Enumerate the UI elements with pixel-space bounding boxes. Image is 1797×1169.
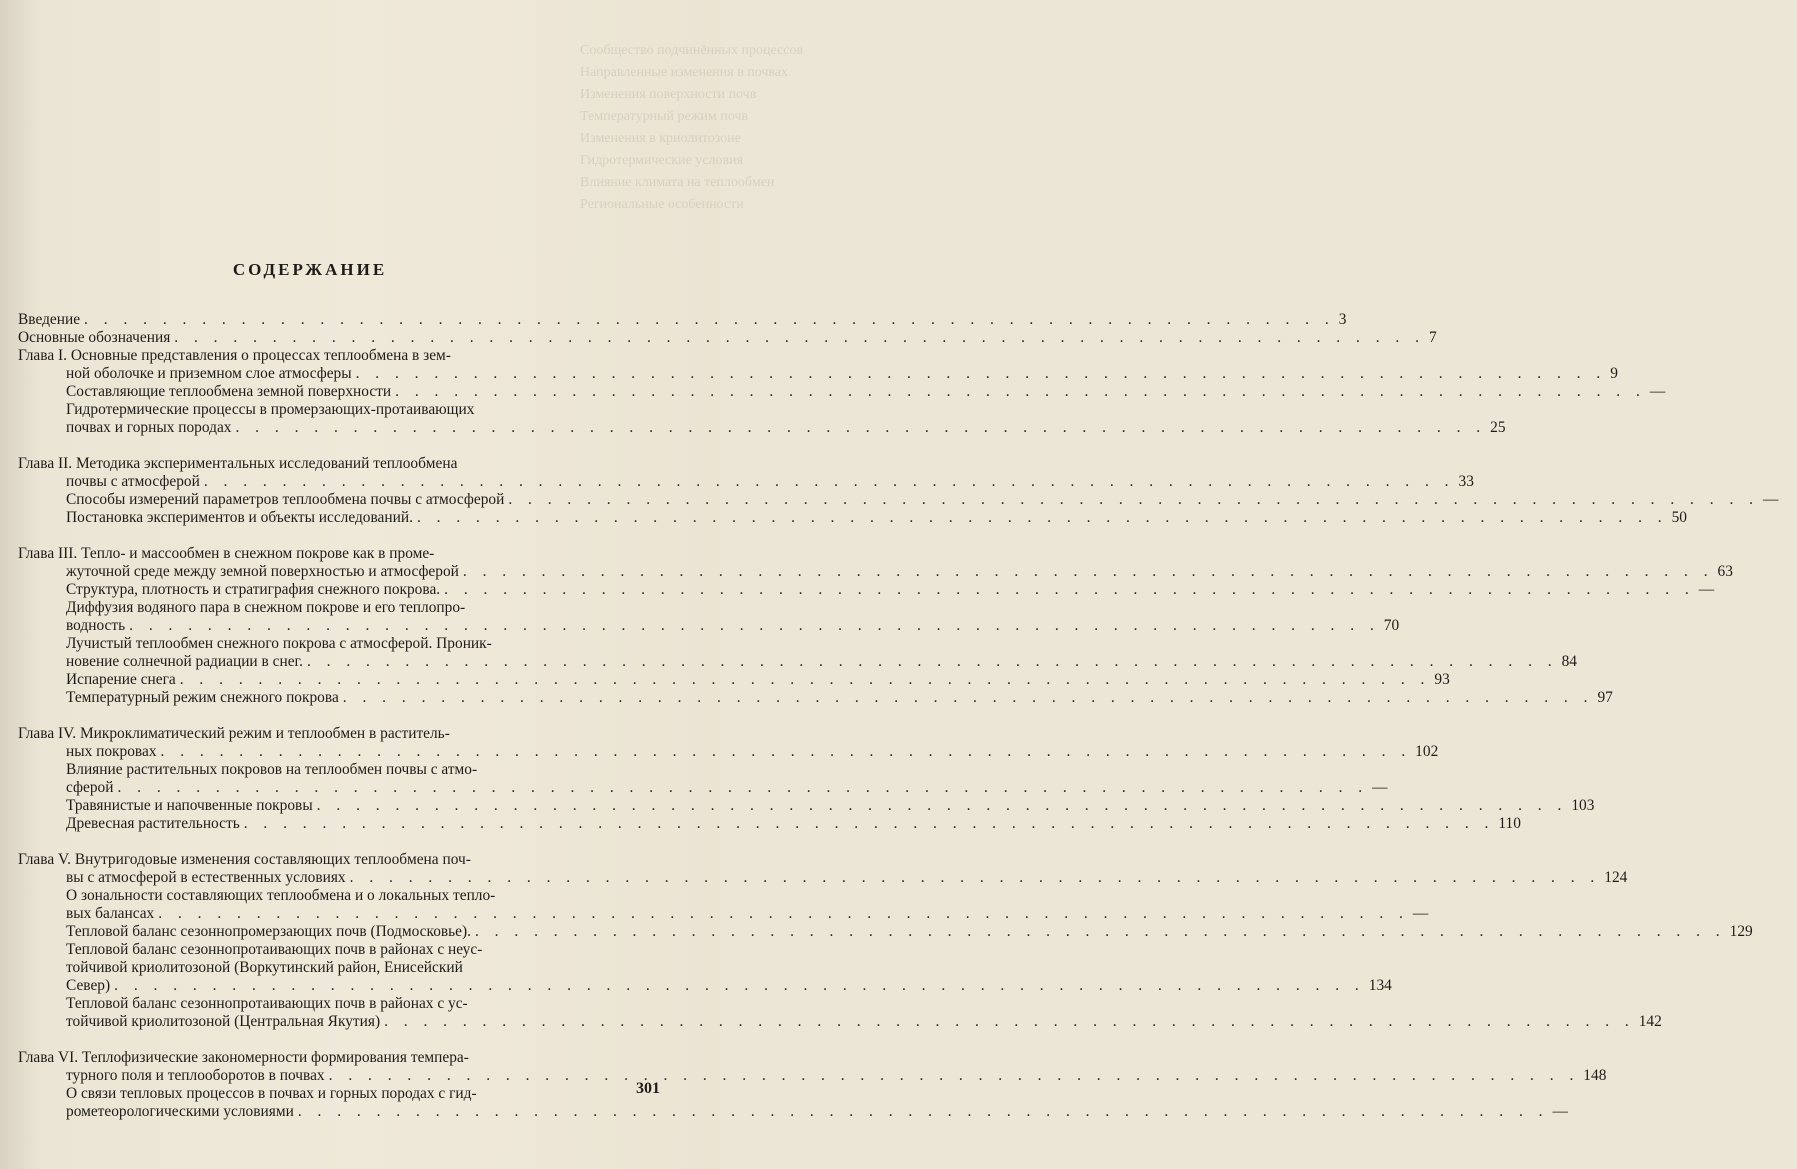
toc-line (66, 617, 1400, 635)
toc-line-text: Север) (66, 977, 111, 994)
toc-line-text: Глава VI. Теплофизические закономерности формирования темпера- (18, 1049, 469, 1066)
toc-line (66, 383, 1666, 401)
toc-subsection-entry[interactable] (18, 671, 1450, 689)
leader-dots (356, 365, 1607, 383)
toc-subsection-entry[interactable] (18, 581, 1715, 599)
toc-page-number: — (1412, 905, 1429, 922)
leader-dots (129, 617, 1380, 635)
leader-dots (343, 689, 1594, 707)
leader-dots (417, 509, 1668, 527)
toc-line (18, 1049, 640, 1067)
toc-line (66, 1103, 1568, 1121)
toc-line (66, 635, 640, 653)
toc-subsection-entry[interactable] (18, 941, 1392, 995)
bleed-through-text (580, 40, 804, 260)
toc-line-text: почвах и горных породах (66, 419, 232, 436)
leader-dots (317, 797, 1568, 815)
toc-page-number: 25 (1490, 419, 1506, 436)
toc-page-number: — (1762, 491, 1779, 508)
toc-line-text: Глава III. Тепло- и массообмен в снежном покрове как в проме- (18, 545, 435, 562)
section-gap (18, 1031, 640, 1049)
toc-line-text: Основные обозначения (18, 329, 171, 346)
bleed-line: Направленные изменения в почвах (580, 65, 789, 80)
toc-line-text: Гидротермические процессы в промерзающих-протаивающих (66, 401, 475, 418)
toc-line-text: тойчивой криолитозоной (Воркутинский район, Енисейский (66, 959, 463, 976)
toc-subsection-entry[interactable] (18, 923, 1753, 941)
toc-line-text: Температурный режим снежного покрова (66, 689, 339, 706)
toc-chapter-entry[interactable] (18, 347, 1618, 383)
toc-subsection-entry[interactable] (18, 815, 1521, 833)
toc-line (18, 311, 1347, 329)
section-gap (18, 527, 640, 545)
toc-line (66, 365, 1618, 383)
toc-subsection-entry[interactable] (18, 797, 1595, 815)
bleed-line: Температурный режим почв (580, 109, 748, 124)
toc-page-number: 124 (1604, 869, 1628, 886)
toc-line (66, 869, 1628, 887)
toc-page-number: 142 (1638, 1013, 1662, 1030)
toc-line (18, 851, 640, 869)
toc-line (66, 887, 640, 905)
toc-line (18, 347, 640, 365)
toc-line-text: почвы с атмосферой (66, 473, 200, 490)
leader-dots (384, 1013, 1635, 1031)
leader-dots (508, 491, 1759, 509)
toc-page-number: 9 (1610, 365, 1618, 382)
toc-chapter-entry[interactable] (18, 1049, 1607, 1085)
toc-subsection-entry[interactable] (18, 689, 1613, 707)
leader-dots (298, 1103, 1549, 1121)
leader-dots (350, 869, 1601, 887)
toc-page-number: 70 (1383, 617, 1400, 634)
leader-dots (117, 779, 1368, 797)
toc-line-text: ных покровах (66, 743, 157, 760)
toc-page-number: 84 (1561, 653, 1577, 670)
toc-line (66, 419, 1506, 437)
toc-page-number: 148 (1583, 1067, 1607, 1084)
toc-subsection-entry[interactable] (18, 635, 1577, 671)
toc-line-text: Постановка экспериментов и объекты исследований. (66, 509, 413, 526)
toc-line (66, 923, 1753, 941)
toc-line (18, 329, 1437, 347)
toc-line-text: ной оболочке и приземном слое атмосферы (66, 365, 352, 382)
leader-dots (329, 1067, 1580, 1085)
toc-line-text: жуточной среде между земной поверхностью и атмосферой (66, 563, 459, 580)
section-gap (18, 707, 640, 725)
leader-dots (463, 563, 1714, 581)
page-number: 301 (636, 1080, 660, 1097)
toc-chapter-entry[interactable] (18, 455, 1474, 491)
toc-subsection-entry[interactable] (18, 509, 1687, 527)
toc-page-number: 102 (1415, 743, 1439, 760)
toc-line-text: Глава V. Внутригодовые изменения составляющих теплообмена поч- (18, 851, 471, 868)
leader-dots (180, 671, 1431, 689)
toc-line (66, 743, 1439, 761)
toc-line (66, 671, 1450, 689)
toc-line-text: рометеорологическими условиями (66, 1103, 294, 1120)
toc-page-number: — (1372, 779, 1388, 796)
toc-line-text: Древесная растительность (66, 815, 240, 832)
toc-subsection-entry[interactable] (18, 761, 1388, 797)
leader-dots (235, 419, 1486, 437)
leader-dots (395, 383, 1646, 401)
toc-line-text: Глава I. Основные представления о процессах теплообмена в зем- (18, 347, 451, 364)
toc-subsection-entry[interactable] (18, 887, 1429, 923)
leader-dots (161, 743, 1412, 761)
toc-line (66, 653, 1577, 671)
toc-page-number: — (1552, 1103, 1568, 1120)
toc-line-text: вы с атмосферой в естественных условиях (66, 869, 346, 886)
toc-line (66, 959, 640, 977)
toc-line (18, 455, 640, 473)
toc-page-number: 93 (1434, 671, 1450, 688)
toc-subsection-entry[interactable] (18, 599, 1400, 635)
toc-chapter-entry[interactable] (18, 545, 1733, 581)
toc-line (66, 599, 640, 617)
toc-line-text: Составляющие теплообмена земной поверхности (66, 383, 392, 400)
toc-line (66, 581, 1715, 599)
toc-line (66, 401, 640, 419)
toc-subsection-entry[interactable] (18, 995, 1662, 1031)
toc-line-text: Введение (18, 311, 81, 328)
toc-line-text: Способы измерений параметров теплообмена почвы с атмосферой (66, 491, 505, 508)
toc-line-text: Глава IV. Микроклиматический режим и теплообмен в раститель- (18, 725, 450, 742)
toc-subsection-entry[interactable] (18, 491, 1779, 509)
leader-dots (444, 581, 1695, 599)
leader-dots (244, 815, 1495, 833)
toc-page-number: 129 (1729, 923, 1753, 940)
toc-line (66, 761, 640, 779)
toc-line-text: сферой (66, 779, 114, 796)
toc-subsection-entry[interactable] (18, 401, 1506, 437)
toc-line (18, 725, 640, 743)
toc-line (66, 815, 1521, 833)
toc-line-text: водность (66, 617, 126, 634)
leader-dots (174, 329, 1425, 347)
toc-line-text: Тепловой баланс сезоннопромерзающих почв (Подмосковье). (66, 923, 471, 940)
toc-line (66, 995, 640, 1013)
toc-line-text: турного поля и теплооборотов в почвах (66, 1067, 325, 1084)
toc-line (66, 1013, 1662, 1031)
leader-dots (84, 311, 1335, 329)
toc-page-number: 33 (1458, 473, 1474, 490)
toc-subsection-entry[interactable] (18, 383, 1666, 401)
toc-page-number: — (1698, 581, 1715, 598)
toc-line-text: Структура, плотность и стратиграфия снежного покрова. (66, 581, 441, 598)
toc-line-text: О зональности составляющих теплообмена и о локальных тепло- (66, 887, 496, 904)
toc-page-number: 97 (1597, 689, 1613, 706)
toc-line (66, 797, 1595, 815)
leader-dots (307, 653, 1558, 671)
toc-line (66, 1085, 640, 1103)
toc-line-text: Лучистый теплообмен снежного покрова с атмосферой. Проник- (66, 635, 492, 652)
bleed-line: Влияние климата на теплообмен (580, 175, 775, 190)
toc-line-text: тойчивой криолитозоной (Центральная Якутия) (66, 1013, 381, 1030)
bleed-line: Изменения поверхности почв (580, 87, 757, 102)
section-gap (18, 833, 640, 851)
toc-line-text: Испарение снега (66, 671, 176, 688)
toc-chapter-entry[interactable] (18, 725, 1439, 761)
bleed-line: Гидротермические условия (580, 153, 744, 168)
leader-dots (475, 923, 1726, 941)
toc-line (66, 509, 1687, 527)
toc-line-text: вых балансах (66, 905, 155, 922)
leader-dots (158, 905, 1409, 923)
toc-line-text: Тепловой баланс сезоннопротаивающих почв в районах с неус- (66, 941, 483, 958)
toc-page-number: 103 (1571, 797, 1595, 814)
toc-line (66, 473, 1474, 491)
toc-page-number: 7 (1428, 329, 1437, 346)
toc-section-entry[interactable] (18, 329, 1437, 347)
toc-line (66, 941, 640, 959)
toc-page-number: 110 (1498, 815, 1521, 832)
bleed-line: Изменения в криолитозоне (580, 131, 741, 146)
toc-line-text: Диффузия водяного пара в снежном покрове и его теплопро- (66, 599, 466, 616)
toc-line (66, 905, 1429, 923)
toc-line (66, 689, 1613, 707)
toc-line (66, 977, 1392, 995)
section-gap (18, 437, 640, 455)
toc-line-text: Травянистые и напочвенные покровы (66, 797, 313, 814)
toc-page-number: 63 (1717, 563, 1733, 580)
page-title: СОДЕРЖАНИЕ (232, 260, 388, 279)
toc-line (66, 779, 1388, 797)
toc-line-text: новение солнечной радиации в снег. (66, 653, 303, 670)
toc-line (66, 1067, 1607, 1085)
toc-line (66, 491, 1779, 509)
toc-line-text: Тепловой баланс сезоннопротаивающих почв в районах с ус- (66, 995, 468, 1012)
toc-page-number: 50 (1671, 509, 1687, 526)
bleed-line: Региональные особенности (580, 197, 744, 212)
toc-page-number: 3 (1338, 311, 1347, 328)
toc-chapter-entry[interactable] (18, 851, 1628, 887)
leader-dots (204, 473, 1455, 491)
toc-line (18, 545, 640, 563)
toc-line-text: О связи тепловых процессов в почвах и горных породах с гид- (66, 1085, 477, 1102)
toc-page-number: — (1649, 383, 1666, 400)
leader-dots (114, 977, 1365, 995)
toc-section-entry[interactable] (18, 311, 1347, 329)
toc-line (66, 563, 1733, 581)
toc-page-number: 134 (1368, 977, 1392, 994)
toc-line-text: Глава II. Методика экспериментальных исследований теплообмена (18, 455, 458, 472)
toc-line-text: Влияние растительных покровов на теплообмен почвы с атмо- (66, 761, 478, 778)
bleed-line: Сообщество подчинённых процессов (580, 43, 804, 58)
